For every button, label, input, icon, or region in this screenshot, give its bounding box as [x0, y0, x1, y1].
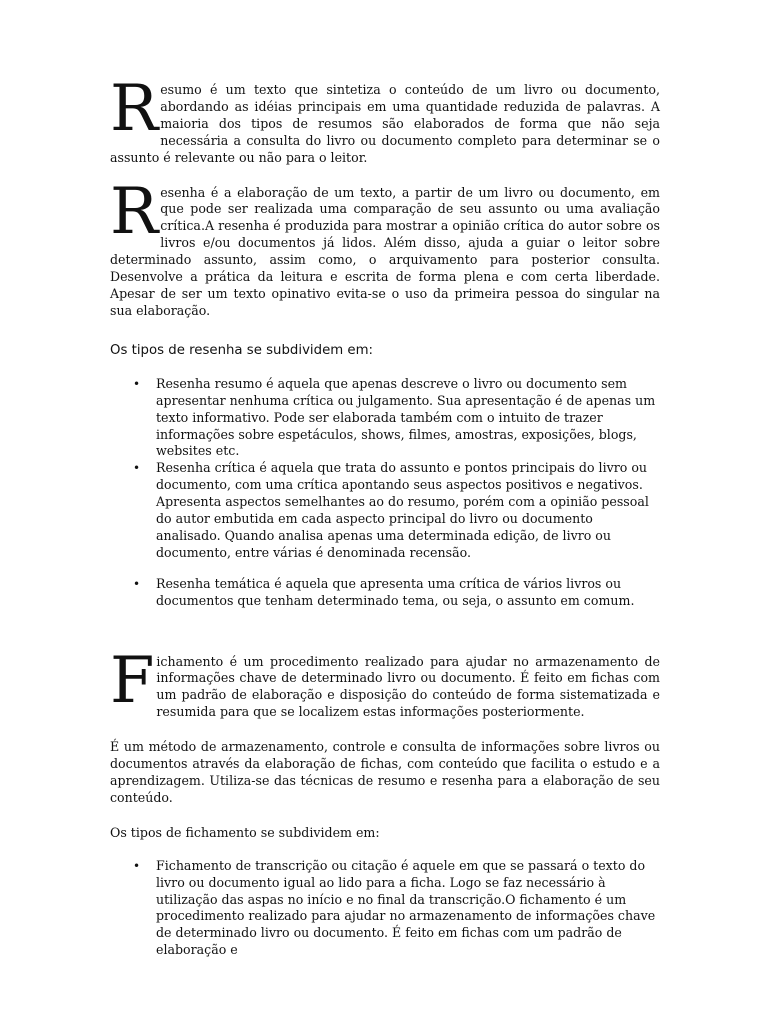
list-item-text: Fichamento de transcrição ou citação é aquele em que se passará o texto do livro ou documento igual ao lido para a ficha. Logo se faz necessário à utilização das aspas no início e no final da transcrição.O fichamento é um procedimento realizado para ajudar no armazenamento de informações chave de determinado livro ou documento. É feito em fichas com um padrão de elaboração e	[156, 857, 656, 958]
resumo-text: esumo é um texto que sintetiza o conteúdo de um livro ou documento, abordando as idéias principais em uma quantidade reduzida de palavras. A maioria dos tipos de resumos são elaborados de forma que não seja necessária a consulta do livro ou documento completo para determinar se o assunto é relevante ou não para o leitor.	[110, 82, 660, 165]
list-item-text: Resenha crítica é aquela que trata do assunto e pontos principais do livro ou documento, com uma crítica apontando seus aspectos positivos e negativos. Apresenta aspectos semelhantes ao do resumo, porém com a opinião pessoal do autor embutida em cada aspecto principal do livro ou documento analisado. Quando analisa apenas uma determinada edição, de livro ou documento, entre várias é denominada recensão.	[156, 460, 649, 560]
list-item	[110, 858, 660, 959]
resenha-types-list	[110, 376, 660, 610]
dropcap-letter: R	[110, 72, 159, 146]
bullet-icon: •	[133, 461, 141, 476]
dropcap-letter: F	[110, 643, 155, 718]
list-item-text: Resenha resumo é aquela que apenas descreve o livro ou documento sem apresentar nenhuma crítica ou julgamento. Sua apresentação é de apenas um texto informativo. Pode ser elaborada também com o intuito de trazer informações sobre espetáculos, shows, filmes, amostras, exposições, blogs, websites etc.	[156, 375, 656, 459]
bullet-icon: •	[133, 576, 141, 591]
bullet-icon: •	[133, 376, 141, 391]
fichamento-types-list	[110, 858, 660, 959]
resenha-types-heading: Os tipos de resenha se subdividem em:	[110, 342, 374, 358]
resenha-text: esenha é a elaboração de um texto, a partir de um livro ou documento, em que pode ser realizada uma comparação de seu assunto ou uma avaliação crítica.A resenha é produzida para mostrar a opinião crítica do autor sobre os livros e/ou documentos já lidos. Além disso, ajuda a guiar o leitor sobre determinado assunto, assim como, o arquivamento para posterior consulta. Desenvolve a prática da leitura e escrita de forma plena e com certa liberdade. Apesar de ser um texto opinativo evita-se o uso da primeira pessoa do singular na sua elaboração.	[110, 184, 660, 318]
bullet-icon: •	[133, 858, 141, 873]
list-item	[110, 460, 660, 561]
document-page	[110, 72, 660, 959]
resumo-paragraph	[110, 72, 660, 167]
metodo-paragraph: É um método de armazenamento, controle e consulta de informações sobre livros ou documentos através da elaboração de fichas, com conteúdo que facilita o estudo e a aprendizagem. Utiliza-se das técnicas de resumo e resenha para a elaboração de seu conteúdo.	[110, 739, 660, 805]
dropcap-letter: R	[110, 174, 159, 249]
list-item-text: Resenha temática é aquela que apresenta uma crítica de vários livros ou documentos que tenham determinado tema, ou seja, o assunto em comum.	[156, 575, 635, 608]
fichamento-text: ichamento é um procedimento realizado para ajudar no armazenamento de informações chave de determinado livro ou documento. É feito em fichas com um padrão de elaboração e disposição do conteúdo de forma sistematizada e resumida para que se localizem estas informações posteriormente.	[156, 653, 660, 720]
fichamento-paragraph	[110, 643, 660, 722]
fichamento-types-heading: Os tipos de fichamento se subdividem em:	[110, 824, 380, 840]
resenha-paragraph	[110, 174, 660, 320]
list-item	[110, 376, 660, 461]
list-item	[110, 576, 660, 610]
